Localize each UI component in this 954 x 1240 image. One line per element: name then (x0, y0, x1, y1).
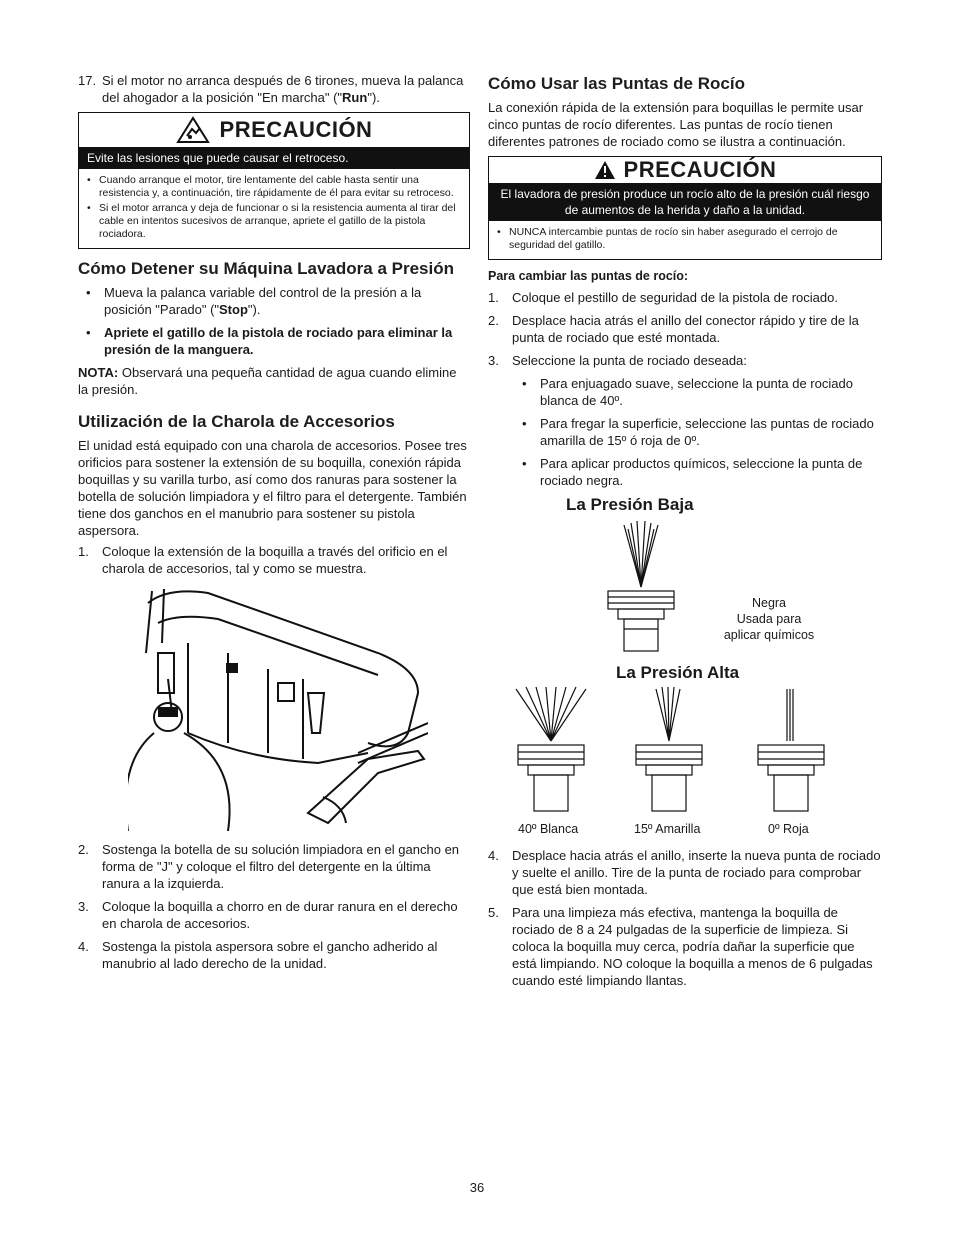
note-label: NOTA: (78, 365, 119, 380)
low-pressure-title: La Presión Baja (566, 495, 694, 514)
caution-box-kickback (78, 112, 470, 249)
run-label: Run (342, 90, 368, 105)
note-text: Observará una pequeña cantidad de agua cuando elimine la presión. (78, 365, 457, 397)
stop-bullet: • Mueva la palanca variable del control de la presión a la posición "Parado" ("Stop"). (78, 284, 470, 318)
step-text: Sostenga la pistola aspersora sobre el gancho adherido al manubrio al lado derecho de la unidad. (102, 939, 438, 971)
step-number: 1. (488, 290, 499, 305)
step-number: 2. (78, 842, 89, 857)
sub-bullet-text: Para enjuagado suave, seleccione la punta de rociado blanca de 40º. (540, 376, 853, 408)
yellow-nozzle-icon (632, 685, 706, 825)
caution-bullets (489, 221, 881, 259)
high-pressure-title: La Presión Alta (616, 663, 740, 682)
caution-bar: Evite las lesiones que puede causar el retroceso. (79, 147, 469, 169)
caution-bullet-text: Si el motor arranca y deja de funcionar o si la resistencia aumenta al tirar del cable en intentos sucesivos de arranque, apriete el gatillo de la pistola rociadora. (99, 202, 456, 240)
caution-bullet: • Cuando arranque el motor, tire lentamente del cable hasta sentir una resistencia y, a continuación, tire rápidamente de él para evitar su retroceso. (87, 174, 461, 200)
step-number: 17. (78, 73, 97, 88)
step-number: 4. (488, 848, 499, 863)
black-nozzle-icon (606, 517, 676, 657)
yellow-label: 15º Amarilla (634, 822, 701, 836)
white-nozzle-icon (514, 685, 588, 825)
stop-text-pre: Mueva la palanca variable del control de la presión a la posición "Parado" (" (104, 285, 422, 317)
step-number: 3. (488, 353, 499, 368)
page-number: 36 (469, 1180, 485, 1195)
sub-bullet-text: Para fregar la superficie, seleccione las puntas de rociado amarilla de 15º ó roja de 0º. (540, 416, 874, 448)
step-text: Para una limpieza más efectiva, mantenga la boquilla de rociado de 8 a 24 pulgadas de la superficie de limpieza. Si coloca la boquilla muy cerca, podría dañar la superficie que está limpiando. NO coloque la boquilla a menos de 6 pulgadas cuando esté limpiando llantas. (512, 905, 873, 988)
tray-step (78, 543, 470, 577)
caution-box-pressure (488, 156, 882, 260)
sub-bullet-text: Para aplicar productos químicos, seleccione la punta de rociado negra. (540, 456, 863, 488)
sub-bullet: • Para fregar la superficie, seleccione las puntas de rociado amarilla de 15º ó roja de 0º. (488, 415, 882, 449)
change-heading: Para cambiar las puntas de rocío: (488, 269, 689, 283)
step-text-post: "). (367, 90, 380, 105)
right-column (488, 72, 882, 995)
note (78, 364, 470, 398)
step-text: Coloque la boquilla a chorro en de durar ranura en el derecho en charola de accesorios. (102, 899, 458, 931)
step-text: Coloque la extensión de la boquilla a través del orificio en el charola de accesorios, tal y como se muestra. (102, 544, 448, 576)
stop-label: Stop (219, 302, 248, 317)
step-text: Sostenga la botella de su solución limpiadora en el gancho en forma de "J" y coloque el filtro del detergente en la última ranura a la izquierda. (102, 842, 460, 891)
change-step (488, 312, 882, 346)
low-pressure-labels (714, 595, 824, 643)
caution-bullet-text: Cuando arranque el motor, tire lentamente del cable hasta sentir una resistencia y, a continuación, tire rápidamente de él para evitar su retroceso. (99, 174, 454, 199)
step-17 (78, 72, 470, 106)
step-number: 3. (78, 899, 89, 914)
accessory-tray-illustration (128, 583, 428, 831)
tray-step (78, 898, 470, 932)
tips-paragraph: La conexión rápida de la extensión para boquillas le permite usar cinco puntas de rocío diferentes. Las puntas de rocío tienen diferentes patrones de rociado como se ilustra a continuación. (488, 100, 864, 149)
stop-heading: Cómo Detener su Máquina Lavadora a Presión (78, 259, 454, 278)
change-step (488, 352, 882, 369)
step-number: 4. (78, 939, 89, 954)
caution-header (79, 113, 469, 147)
tray-step (78, 938, 470, 972)
sub-bullet: • Para aplicar productos químicos, seleccione la punta de rociado negra. (488, 455, 882, 489)
final-step (488, 847, 882, 898)
change-step (488, 289, 882, 306)
caution-bar: El lavadora de presión produce un rocío alto de la presión cuál riesgo de aumentos de la herida y daño a la unidad. (489, 183, 881, 221)
step-text: Coloque el pestillo de seguridad de la pistola de rociado. (512, 290, 838, 305)
red-label: 0º Roja (768, 822, 809, 836)
low-pressure-diagram (488, 495, 882, 655)
sub-bullet: • Para enjuagado suave, seleccione la punta de rociado blanca de 40º. (488, 375, 882, 409)
step-text: Seleccione la punta de rociado deseada: (512, 353, 747, 368)
tips-heading: Cómo Usar las Puntas de Rocío (488, 74, 745, 93)
caution-title: PRECAUCIÓN (219, 117, 373, 142)
final-step (488, 904, 882, 989)
tray-paragraph: El unidad está equipado con una charola de accesorios. Posee tres orificios para sostener la extensión de su boquilla, conexión rápida boquillas y su varilla turbo, así como dos ranuras para sostener la botella de solución limpiadora y el filtro para el detergente. También tiene dos ganchos en el manubrio para sostener su pistola aspersora. (78, 438, 467, 538)
caution-header (489, 157, 881, 183)
step-text: Desplace hacia atrás el anillo del conector rápido y tire de la punta de rociado que esté montada. (512, 313, 859, 345)
stop-bullet-text (104, 284, 470, 318)
caution-bullets (79, 169, 469, 248)
caution-bullet: • NUNCA intercambie puntas de rocío sin haber asegurado el cerrojo de seguridad del gatillo. (497, 226, 873, 252)
red-nozzle-icon (754, 685, 828, 825)
caution-title: PRECAUCIÓN (623, 157, 777, 182)
tray-step (78, 841, 470, 892)
low-label: aplicar químicos (723, 628, 815, 642)
step-number: 2. (488, 313, 499, 328)
step-number: 1. (78, 544, 89, 559)
caution-bullet: • Si el motor arranca y deja de funcionar o si la resistencia aumenta al tirar del cable en intentos sucesivos de arranque, apriete el gatillo de la pistola rociadora. (87, 202, 461, 241)
high-pressure-diagram (488, 663, 882, 841)
step-text: Desplace hacia atrás el anillo, inserte la nueva punta de rociado y suelte el anillo. Tire de la punta de rociado para comprobar que está bien montada. (512, 848, 881, 897)
caution-bullet-text: NUNCA intercambie puntas de rocío sin haber asegurado el cerrojo de seguridad del gatillo. (509, 226, 838, 251)
stop-bullet: • Apriete el gatillo de la pistola de rociado para eliminar la presión de la manguera. (78, 324, 470, 358)
low-label: Usada para (736, 612, 802, 626)
white-label: 40º Blanca (518, 822, 579, 836)
step-text-pre: Si el motor no arranca después de 6 tirones, mueva la palanca del ahogador a la posición "En marcha" (" (102, 73, 464, 105)
warning-icon (594, 160, 616, 180)
low-label: Negra (751, 596, 787, 610)
step-text (102, 72, 470, 106)
kickback-warning-icon (176, 116, 210, 144)
stop-text-post: "). (247, 302, 261, 317)
stop-bullet-text: Apriete el gatillo de la pistola de rociado para eliminar la presión de la manguera. (104, 325, 453, 357)
left-column (78, 72, 470, 978)
step-number: 5. (488, 905, 499, 920)
tray-heading: Utilización de la Charola de Accesorios (78, 412, 395, 431)
